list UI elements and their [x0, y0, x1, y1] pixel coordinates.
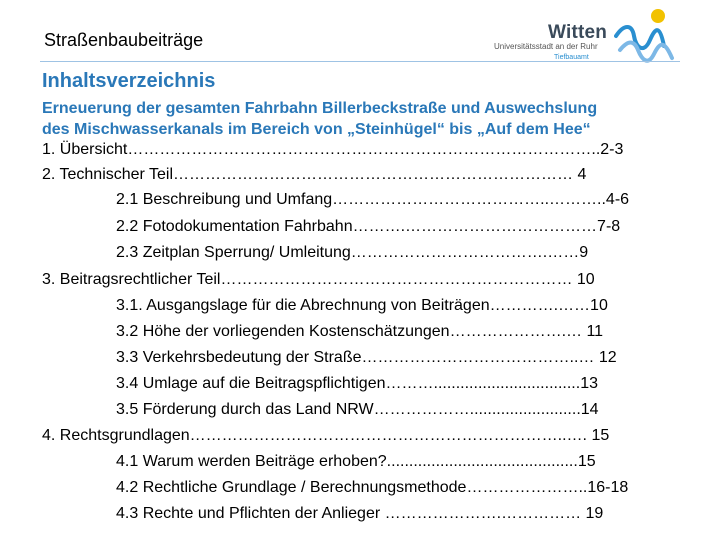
- toc-entry: 1. Übersicht……………………………………………………………………………..2-3: [42, 141, 624, 158]
- section-title: Inhaltsverzeichnis: [42, 70, 216, 92]
- toc-entry: 4.2 Rechtliche Grundlage / Berechnungsmethode…………………..16-18: [116, 479, 629, 496]
- subtitle-line-2: des Mischwasserkanals im Bereich von „Steinhügel“ bis „Auf dem Hee“: [42, 121, 591, 138]
- toc-entry: 4.1 Warum werden Beiträge erhoben?...........................................15: [116, 453, 596, 470]
- header-divider: [40, 61, 680, 62]
- toc-entry: 2. Technischer Teil………………………………………………………………… 4: [42, 166, 587, 183]
- toc-entry: 2.1 Beschreibung und Umfang…………………………………..………..4-6: [116, 191, 630, 208]
- toc-entry: 2.3 Zeitplan Sperrung/ Umleitung……………………………….……9: [116, 244, 589, 261]
- wave-logo-icon: [614, 6, 678, 68]
- section-subtitle: [42, 98, 702, 140]
- logo-tagline: Universitätsstadt an der Ruhr: [494, 42, 598, 51]
- toc-entry: 3.5 Förderung durch das Land NRW……………….........................14: [116, 401, 599, 418]
- toc-entry: 3.3 Verkehrsbedeutung der Straße…………………………………..… 12: [116, 349, 617, 366]
- logo-department: Tiefbauamt: [554, 54, 589, 61]
- toc-entry: 3.2 Höhe der vorliegenden Kostenschätzungen………………….… 11: [116, 323, 604, 340]
- toc-entry: 3.1. Ausgangslage für die Abrechnung von Beiträgen………….……10: [116, 297, 608, 314]
- toc-entry: 4. Rechtsgrundlagen……………………………………………………………..…. 15: [42, 427, 610, 444]
- toc-entry: 3.4 Umlage auf die Beitragspflichtigen……….................................13: [116, 375, 598, 392]
- logo-name: Witten: [548, 22, 608, 43]
- toc-entry: 3. Beitragsrechtlicher Teil………………………………………………………… 10: [42, 271, 595, 288]
- toc-entry: 4.3 Rechte und Pflichten der Anlieger ………………….…………… 19: [116, 505, 604, 522]
- page-header-title: Straßenbaubeiträge: [44, 30, 204, 50]
- toc-entry: 2.2 Fotodokumentation Fahrbahn……….………………………………7-8: [116, 218, 621, 235]
- subtitle-line-1: Erneuerung der gesamten Fahrbahn Billerbeckstraße und Auswechslung: [42, 100, 598, 117]
